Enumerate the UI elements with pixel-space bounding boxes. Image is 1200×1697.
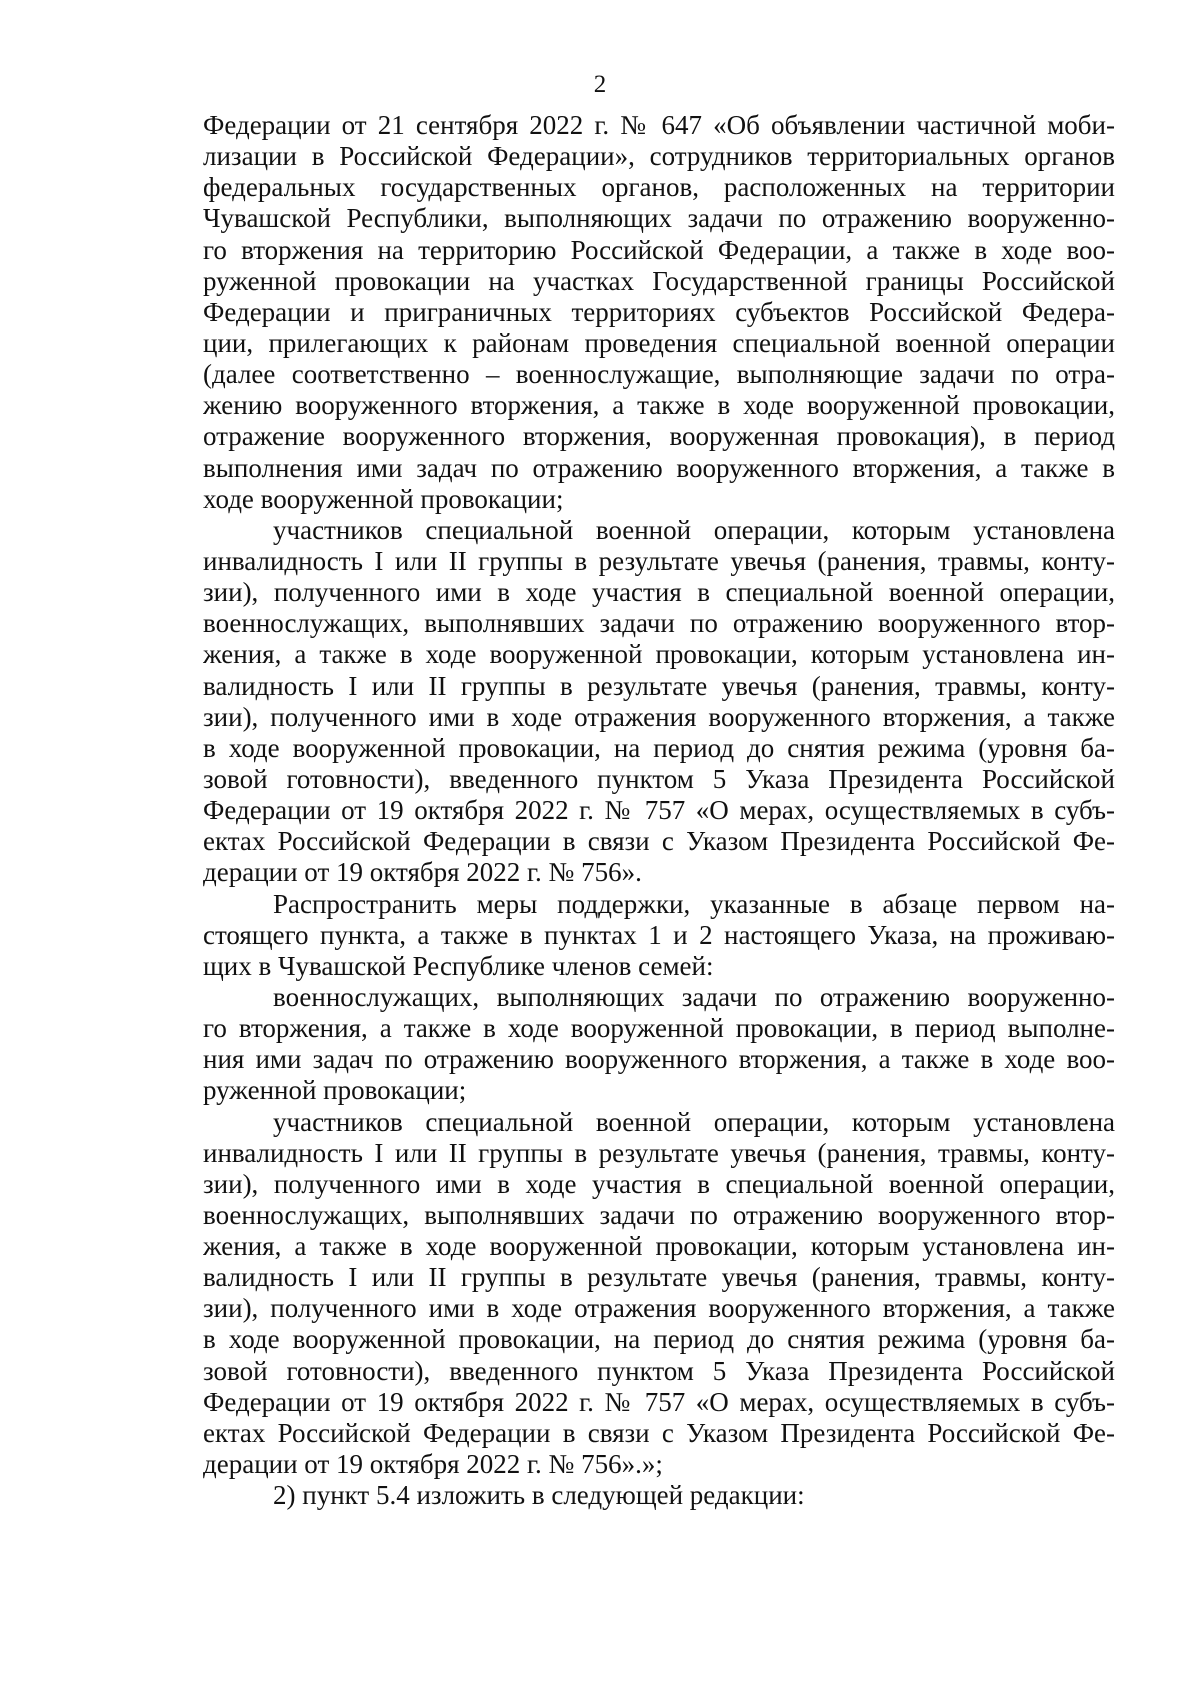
text-line: инвалидность I или II группы в результате увечья (ранения, травмы, конту-: [203, 545, 1115, 576]
text-line: зии), полученного ими в ходе отражения вооруженного вторжения, а также: [203, 701, 1115, 732]
text-line: в ходе вооруженной провокации, на период до снятия режима (уровня ба-: [203, 732, 1115, 763]
text-line: дерации от 19 октября 2022 г. № 756».»;: [203, 1449, 663, 1480]
text-line: жения, а также в ходе вооруженной провокации, которым установлена ин-: [203, 1231, 1115, 1262]
text-line: ходе вооруженной провокации;: [203, 483, 564, 514]
text-line: инвалидность I или II группы в результате увечья (ранения, травмы, конту-: [203, 1137, 1115, 1168]
text-line: руженной провокации;: [203, 1075, 467, 1106]
text-line: ектах Российской Федерации в связи с Указом Президента Российской Фе-: [203, 1417, 1115, 1448]
text-line: в ходе вооруженной провокации, на период до снятия режима (уровня ба-: [203, 1324, 1115, 1355]
text-line: зии), полученного ими в ходе участия в специальной военной операции,: [203, 1168, 1115, 1199]
text-line: валидность I или II группы в результате увечья (ранения, травмы, конту-: [203, 670, 1115, 701]
text-line: дерации от 19 октября 2022 г. № 756».: [203, 857, 642, 888]
text-line: участников специальной военной операции, которым установлена: [273, 514, 1115, 545]
text-line: Федерации и приграничных территориях субъектов Российской Федера-: [203, 296, 1115, 327]
text-line: 2) пункт 5.4 изложить в следующей редакции:: [273, 1480, 805, 1511]
text-line: жения, а также в ходе вооруженной провокации, которым установлена ин-: [203, 639, 1115, 670]
text-line: Федерации от 19 октября 2022 г. № 757 «О мерах, осуществляемых в субъ-: [203, 1386, 1115, 1417]
text-line: щих в Чувашской Республике членов семей:: [203, 950, 714, 981]
text-line: го вторжения, а также в ходе вооруженной провокации, в период выполне-: [203, 1013, 1115, 1044]
text-line: военнослужащих, выполнявших задачи по отражению вооруженного втор-: [203, 608, 1115, 639]
text-line: военнослужащих, выполнявших задачи по отражению вооруженного втор-: [203, 1199, 1115, 1230]
text-line: выполнения ими задач по отражению вооруженного вторжения, а также в: [203, 452, 1115, 483]
text-line: участников специальной военной операции, которым установлена: [273, 1106, 1115, 1137]
text-line: Распространить меры поддержки, указанные в абзаце первом на-: [273, 888, 1115, 919]
text-line: зовой готовности), введенного пунктом 5 Указа Президента Российской: [203, 763, 1115, 794]
text-line: зовой готовности), введенного пунктом 5 Указа Президента Российской: [203, 1355, 1115, 1386]
text-line: военнослужащих, выполняющих задачи по отражению вооруженно-: [273, 981, 1115, 1012]
text-line: Федерации от 21 сентября 2022 г. № 647 «Об объявлении частичной моби-: [203, 110, 1115, 140]
text-line: (далее соответственно – военнослужащие, выполняющие задачи по отра-: [203, 359, 1115, 390]
text-line: федеральных государственных органов, расположенных на территории: [203, 172, 1115, 203]
page-number: 2: [593, 71, 607, 98]
text-line: зии), полученного ими в ходе участия в специальной военной операции,: [203, 577, 1115, 608]
text-line: ции, прилегающих к районам проведения специальной военной операции: [203, 327, 1115, 358]
text-line: лизации в Российской Федерации», сотрудников территориальных органов: [203, 141, 1115, 172]
document-body: [203, 110, 1115, 1511]
text-line: зии), полученного ими в ходе отражения вооруженного вторжения, а также: [203, 1293, 1115, 1324]
text-line: ния ими задач по отражению вооруженного вторжения, а также в ходе воо-: [203, 1044, 1115, 1075]
text-line: руженной провокации на участках Государственной границы Российской: [203, 265, 1115, 296]
text-line: жению вооруженного вторжения, а также в ходе вооруженной провокации,: [203, 390, 1115, 421]
text-line: го вторжения на территорию Российской Федерации, а также в ходе воо-: [203, 234, 1115, 265]
text-line: стоящего пункта, а также в пунктах 1 и 2 настоящего Указа, на проживаю-: [203, 919, 1115, 950]
text-line: ектах Российской Федерации в связи с Указом Президента Российской Фе-: [203, 826, 1115, 857]
text-line: Чувашской Республики, выполняющих задачи по отражению вооруженно-: [203, 203, 1115, 234]
text-line: отражение вооруженного вторжения, вооруженная провокация), в период: [203, 421, 1115, 452]
text-line: валидность I или II группы в результате увечья (ранения, травмы, конту-: [203, 1262, 1115, 1293]
text-line: Федерации от 19 октября 2022 г. № 757 «О мерах, осуществляемых в субъ-: [203, 795, 1115, 826]
